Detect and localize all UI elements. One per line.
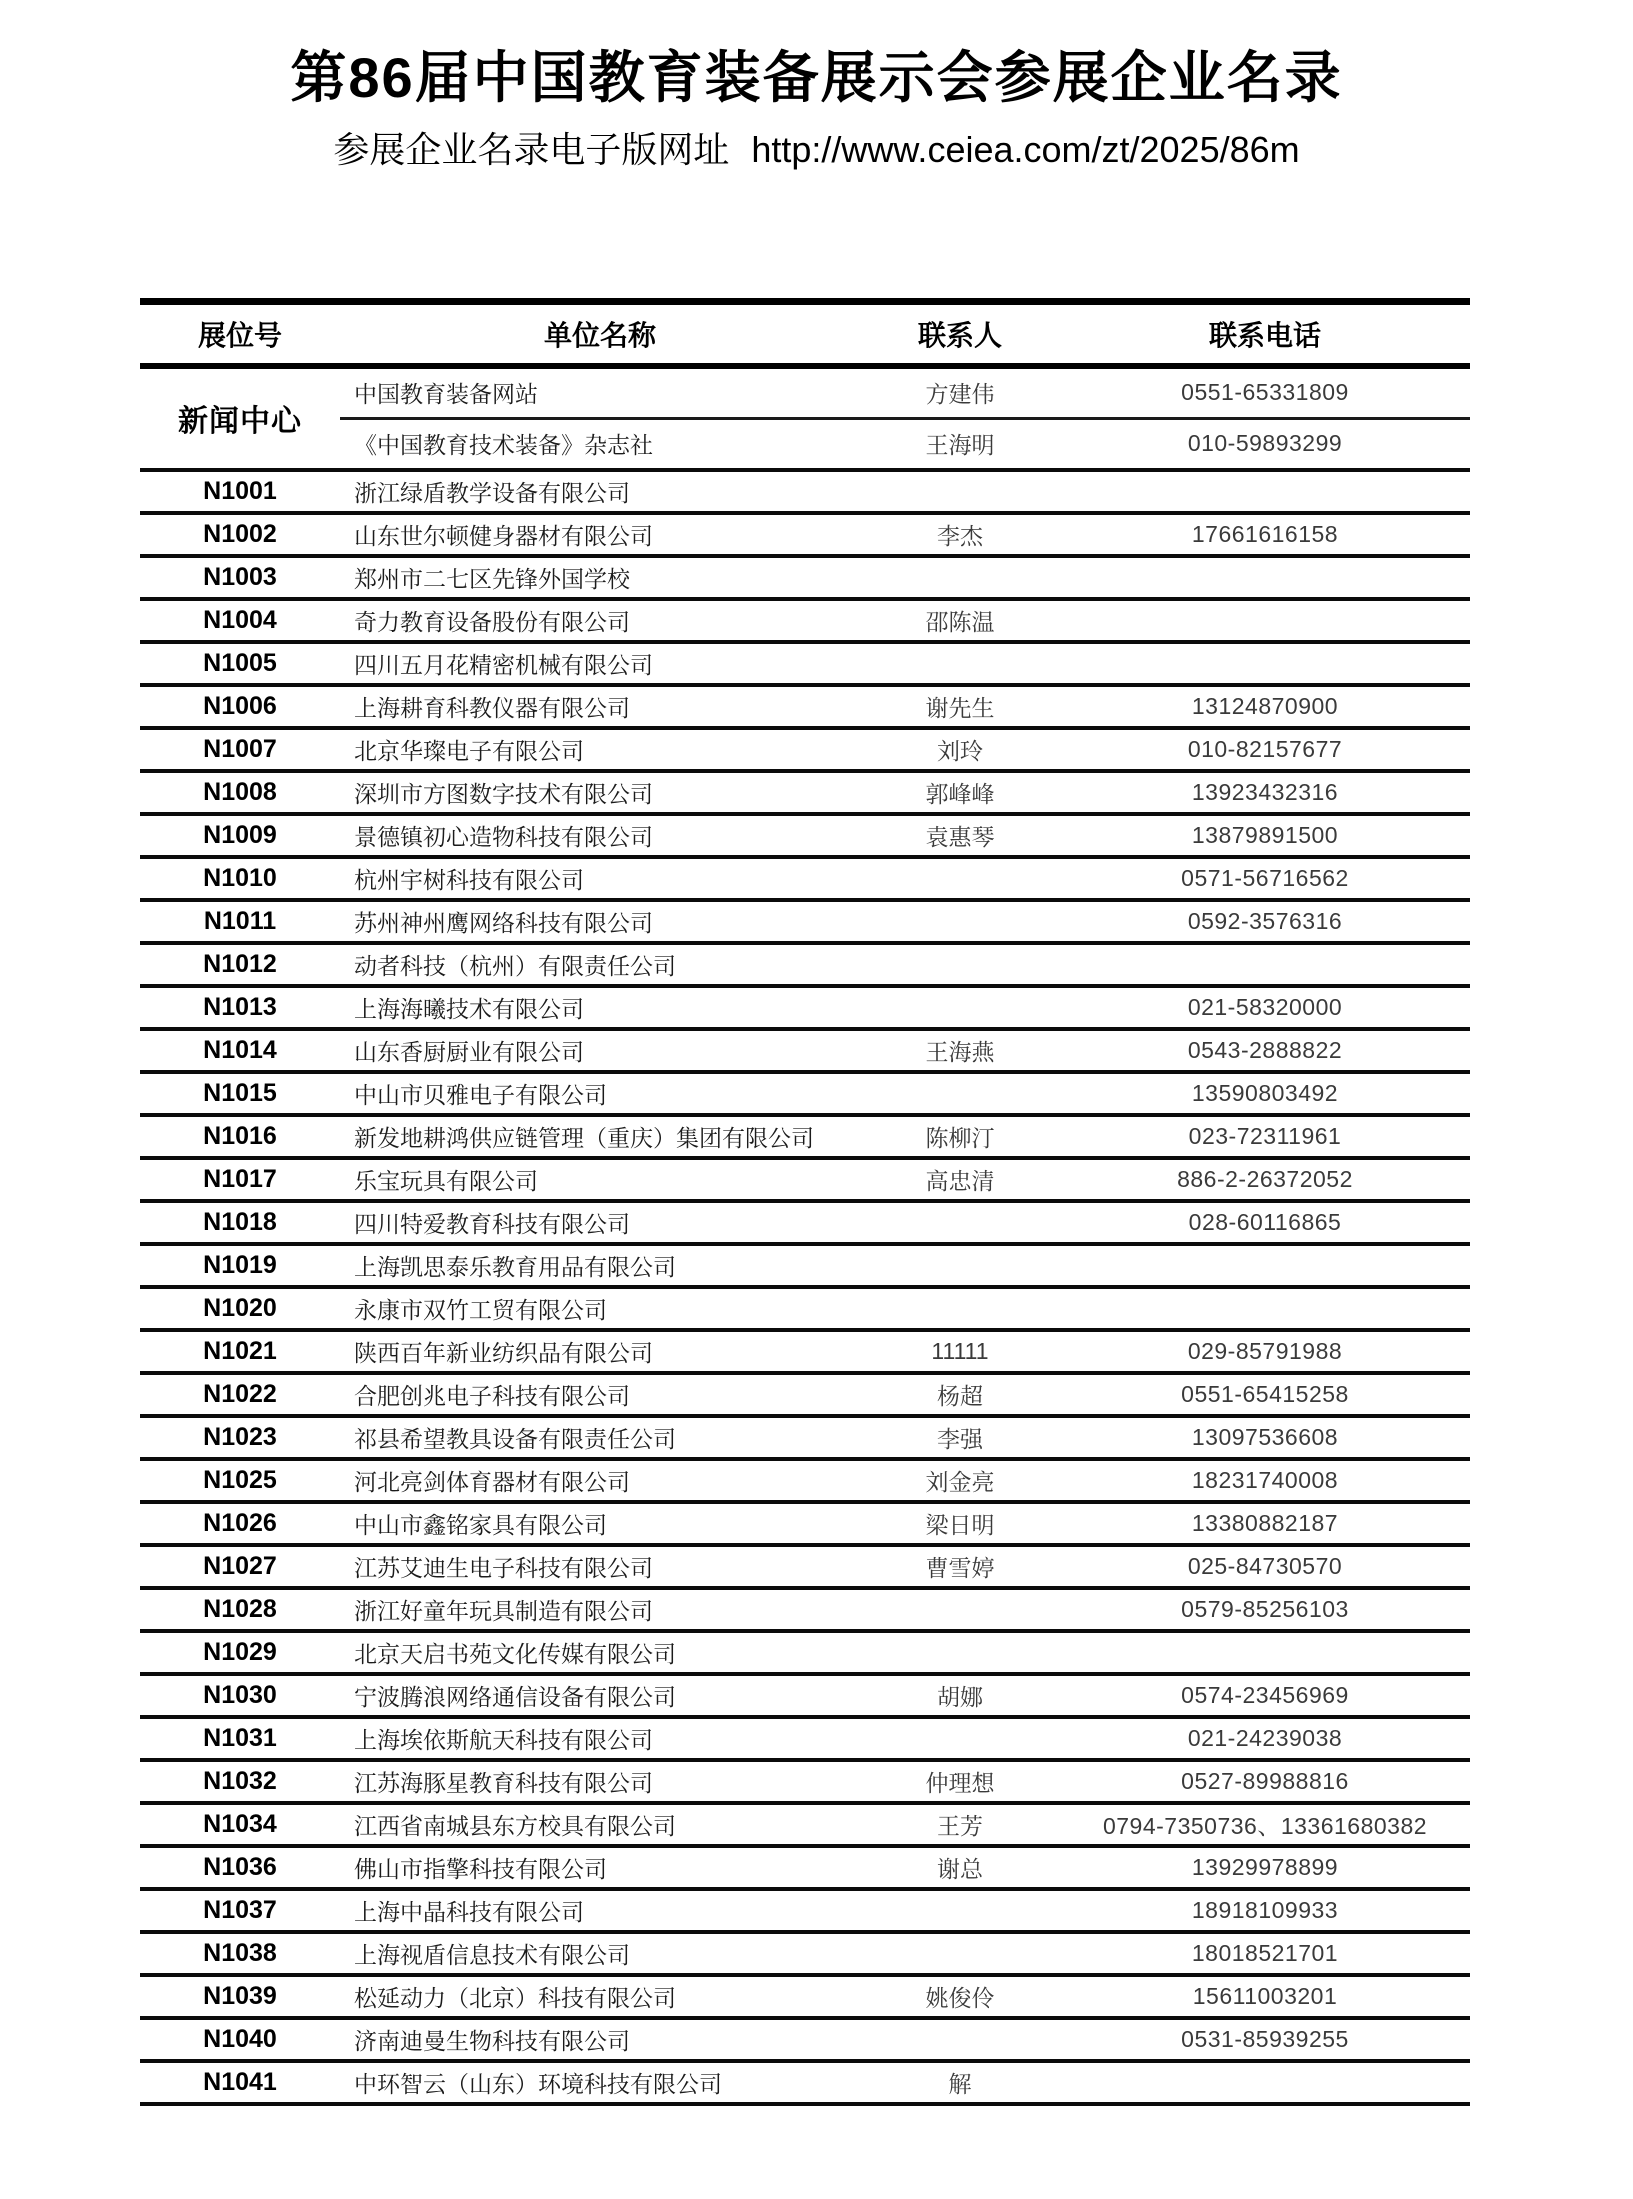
booth-cell: N1019 [140, 1244, 340, 1287]
phone-cell [1060, 943, 1470, 986]
table-row [140, 1846, 1470, 1889]
booth-cell: N1038 [140, 1932, 340, 1975]
phone-cell: 18918109933 [1060, 1889, 1470, 1932]
contact-cell: 梁日明 [860, 1502, 1060, 1545]
table-body [140, 366, 1470, 2104]
booth-cell: N1027 [140, 1545, 340, 1588]
contact-cell: 王海明 [860, 418, 1060, 470]
booth-cell: N1007 [140, 728, 340, 771]
phone-cell: 13923432316 [1060, 771, 1470, 814]
phone-cell [1060, 1244, 1470, 1287]
company-cell: 中国教育装备网站 [340, 366, 860, 419]
phone-cell: 0551-65415258 [1060, 1373, 1470, 1416]
contact-cell [860, 857, 1060, 900]
company-cell: 永康市双竹工贸有限公司 [340, 1287, 860, 1330]
phone-cell [1060, 2061, 1470, 2104]
booth-cell: N1012 [140, 943, 340, 986]
booth-cell: N1025 [140, 1459, 340, 1502]
contact-cell [860, 1201, 1060, 1244]
contact-cell [860, 2018, 1060, 2061]
table-row [140, 1072, 1470, 1115]
table-row [140, 900, 1470, 943]
table-row [140, 1158, 1470, 1201]
contact-cell: 谢总 [860, 1846, 1060, 1889]
booth-cell: N1023 [140, 1416, 340, 1459]
company-cell: 济南迪曼生物科技有限公司 [340, 2018, 860, 2061]
phone-cell: 0527-89988816 [1060, 1760, 1470, 1803]
booth-cell: N1037 [140, 1889, 340, 1932]
booth-cell: N1002 [140, 513, 340, 556]
booth-cell: N1011 [140, 900, 340, 943]
phone-cell: 18231740008 [1060, 1459, 1470, 1502]
company-cell: 祁县希望教具设备有限责任公司 [340, 1416, 860, 1459]
table-row [140, 642, 1470, 685]
phone-cell: 0571-56716562 [1060, 857, 1470, 900]
phone-cell: 13929978899 [1060, 1846, 1470, 1889]
contact-cell: 11111 [860, 1330, 1060, 1373]
phone-cell [1060, 1287, 1470, 1330]
company-cell: 合肥创兆电子科技有限公司 [340, 1373, 860, 1416]
table-row [140, 1588, 1470, 1631]
phone-cell: 0592-3576316 [1060, 900, 1470, 943]
company-cell: 四川特爱教育科技有限公司 [340, 1201, 860, 1244]
contact-cell: 谢先生 [860, 685, 1060, 728]
table-row [140, 1975, 1470, 2018]
booth-cell: N1016 [140, 1115, 340, 1158]
booth-cell: N1003 [140, 556, 340, 599]
contact-cell: 胡娜 [860, 1674, 1060, 1717]
table-row [140, 470, 1470, 513]
contact-cell: 李杰 [860, 513, 1060, 556]
phone-cell [1060, 1631, 1470, 1674]
contact-cell: 王芳 [860, 1803, 1060, 1846]
contact-cell [860, 470, 1060, 513]
table-row [140, 814, 1470, 857]
company-cell: 动者科技（杭州）有限责任公司 [340, 943, 860, 986]
table-row [140, 1373, 1470, 1416]
table-row [140, 1760, 1470, 1803]
table-row [140, 685, 1470, 728]
company-cell: 上海凯思泰乐教育用品有限公司 [340, 1244, 860, 1287]
phone-cell: 021-58320000 [1060, 986, 1470, 1029]
phone-cell: 13097536608 [1060, 1416, 1470, 1459]
contact-cell [860, 1588, 1060, 1631]
contact-cell [860, 642, 1060, 685]
company-cell: 山东香厨厨业有限公司 [340, 1029, 860, 1072]
contact-cell: 王海燕 [860, 1029, 1060, 1072]
company-cell: 上海中晶科技有限公司 [340, 1889, 860, 1932]
table-row [140, 556, 1470, 599]
phone-cell: 0551-65331809 [1060, 366, 1470, 419]
contact-cell [860, 1287, 1060, 1330]
booth-cell: N1009 [140, 814, 340, 857]
company-cell: 郑州市二七区先锋外国学校 [340, 556, 860, 599]
contact-cell: 李强 [860, 1416, 1060, 1459]
header-phone: 联系电话 [1060, 301, 1470, 366]
contact-cell: 郭峰峰 [860, 771, 1060, 814]
booth-cell: N1026 [140, 1502, 340, 1545]
table-row [140, 2018, 1470, 2061]
contact-cell: 邵陈温 [860, 599, 1060, 642]
company-cell: 四川五月花精密机械有限公司 [340, 642, 860, 685]
company-cell: 佛山市指擎科技有限公司 [340, 1846, 860, 1889]
contact-cell [860, 900, 1060, 943]
booth-cell: N1034 [140, 1803, 340, 1846]
booth-cell: N1006 [140, 685, 340, 728]
contact-cell [860, 1932, 1060, 1975]
company-cell: 中环智云（山东）环境科技有限公司 [340, 2061, 860, 2104]
subtitle [0, 128, 1633, 171]
table-row [140, 2061, 1470, 2104]
phone-cell: 0543-2888822 [1060, 1029, 1470, 1072]
company-cell: 景德镇初心造物科技有限公司 [340, 814, 860, 857]
booth-cell: N1001 [140, 470, 340, 513]
header-company: 单位名称 [340, 301, 860, 366]
contact-cell [860, 1717, 1060, 1760]
subtitle-label: 参展企业名录电子版网址 [333, 129, 730, 171]
company-cell: 江西省南城县东方校具有限公司 [340, 1803, 860, 1846]
company-cell: 江苏艾迪生电子科技有限公司 [340, 1545, 860, 1588]
contact-cell: 袁惠琴 [860, 814, 1060, 857]
contact-cell: 高忠清 [860, 1158, 1060, 1201]
contact-cell [860, 1889, 1060, 1932]
booth-cell: N1018 [140, 1201, 340, 1244]
company-cell: 北京华璨电子有限公司 [340, 728, 860, 771]
contact-cell: 刘玲 [860, 728, 1060, 771]
phone-cell: 010-82157677 [1060, 728, 1470, 771]
booth-cell: N1029 [140, 1631, 340, 1674]
contact-cell: 解 [860, 2061, 1060, 2104]
contact-cell: 仲理想 [860, 1760, 1060, 1803]
table-row [140, 366, 1470, 419]
company-cell: 杭州宇树科技有限公司 [340, 857, 860, 900]
contact-cell: 曹雪婷 [860, 1545, 1060, 1588]
company-cell: 上海视盾信息技术有限公司 [340, 1932, 860, 1975]
booth-cell: N1041 [140, 2061, 340, 2104]
booth-cell: N1032 [140, 1760, 340, 1803]
company-cell: 松延动力（北京）科技有限公司 [340, 1975, 860, 2018]
phone-cell: 025-84730570 [1060, 1545, 1470, 1588]
phone-cell: 13380882187 [1060, 1502, 1470, 1545]
header-contact: 联系人 [860, 301, 1060, 366]
phone-cell: 13590803492 [1060, 1072, 1470, 1115]
table-row [140, 513, 1470, 556]
company-cell: 上海埃依斯航天科技有限公司 [340, 1717, 860, 1760]
table-row [140, 1631, 1470, 1674]
exhibitor-table [140, 298, 1470, 2106]
booth-cell: N1005 [140, 642, 340, 685]
table-row [140, 1330, 1470, 1373]
subtitle-url: http://www.ceiea.com/zt/2025/86m [751, 129, 1300, 171]
table-row [140, 1416, 1470, 1459]
company-cell: 上海耕育科教仪器有限公司 [340, 685, 860, 728]
company-cell: 《中国教育技术装备》杂志社 [340, 418, 860, 470]
booth-cell: 新闻中心 [140, 366, 340, 470]
phone-cell: 029-85791988 [1060, 1330, 1470, 1373]
booth-cell: N1014 [140, 1029, 340, 1072]
phone-cell: 028-60116865 [1060, 1201, 1470, 1244]
table-row [140, 1459, 1470, 1502]
company-cell: 河北亮剑体育器材有限公司 [340, 1459, 860, 1502]
booth-cell: N1008 [140, 771, 340, 814]
company-cell: 中山市鑫铭家具有限公司 [340, 1502, 860, 1545]
booth-cell: N1040 [140, 2018, 340, 2061]
booth-cell: N1039 [140, 1975, 340, 2018]
phone-cell: 17661616158 [1060, 513, 1470, 556]
contact-cell: 杨超 [860, 1373, 1060, 1416]
header-booth: 展位号 [140, 301, 340, 366]
table-row [140, 943, 1470, 986]
phone-cell: 13879891500 [1060, 814, 1470, 857]
page-title: 第86届中国教育装备展示会参展企业名录 [290, 46, 1343, 109]
table-row [140, 857, 1470, 900]
booth-cell: N1030 [140, 1674, 340, 1717]
contact-cell [860, 556, 1060, 599]
booth-cell: N1010 [140, 857, 340, 900]
company-cell: 浙江好童年玩具制造有限公司 [340, 1588, 860, 1631]
phone-cell: 15611003201 [1060, 1975, 1470, 2018]
booth-cell: N1020 [140, 1287, 340, 1330]
table-row [140, 1244, 1470, 1287]
company-cell: 新发地耕鸿供应链管理（重庆）集团有限公司 [340, 1115, 860, 1158]
phone-cell: 18018521701 [1060, 1932, 1470, 1975]
table-row [140, 1674, 1470, 1717]
table-row [140, 1932, 1470, 1975]
contact-cell [860, 1631, 1060, 1674]
company-cell: 山东世尔顿健身器材有限公司 [340, 513, 860, 556]
table-row [140, 1115, 1470, 1158]
booth-cell: N1036 [140, 1846, 340, 1889]
table-row [140, 599, 1470, 642]
company-cell: 苏州神州鹰网络科技有限公司 [340, 900, 860, 943]
phone-cell [1060, 642, 1470, 685]
company-cell: 中山市贝雅电子有限公司 [340, 1072, 860, 1115]
booth-cell: N1015 [140, 1072, 340, 1115]
table-row [140, 1889, 1470, 1932]
phone-cell [1060, 599, 1470, 642]
booth-cell: N1013 [140, 986, 340, 1029]
table-row [140, 986, 1470, 1029]
contact-cell [860, 1072, 1060, 1115]
contact-cell: 方建伟 [860, 366, 1060, 419]
table-row [140, 728, 1470, 771]
company-cell: 北京天启书苑文化传媒有限公司 [340, 1631, 860, 1674]
table-row [140, 1029, 1470, 1072]
contact-cell [860, 1244, 1060, 1287]
phone-cell [1060, 556, 1470, 599]
booth-cell: N1028 [140, 1588, 340, 1631]
company-cell: 宁波腾浪网络通信设备有限公司 [340, 1674, 860, 1717]
company-cell: 浙江绿盾教学设备有限公司 [340, 470, 860, 513]
phone-cell: 0794-7350736、13361680382 [1060, 1803, 1470, 1846]
company-cell: 奇力教育设备股份有限公司 [340, 599, 860, 642]
company-cell: 乐宝玩具有限公司 [340, 1158, 860, 1201]
booth-cell: N1021 [140, 1330, 340, 1373]
table-row [140, 1201, 1470, 1244]
table-row [140, 1502, 1470, 1545]
contact-cell: 刘金亮 [860, 1459, 1060, 1502]
phone-cell [1060, 470, 1470, 513]
phone-cell: 021-24239038 [1060, 1717, 1470, 1760]
table-row [140, 771, 1470, 814]
table-row [140, 1545, 1470, 1588]
company-cell: 深圳市方图数字技术有限公司 [340, 771, 860, 814]
contact-cell: 姚俊伶 [860, 1975, 1060, 2018]
phone-cell: 886-2-26372052 [1060, 1158, 1470, 1201]
company-cell: 上海海曦技术有限公司 [340, 986, 860, 1029]
contact-cell: 陈柳汀 [860, 1115, 1060, 1158]
phone-cell: 0531-85939255 [1060, 2018, 1470, 2061]
phone-cell: 010-59893299 [1060, 418, 1470, 470]
contact-cell [860, 943, 1060, 986]
table-row [140, 1803, 1470, 1846]
table-row [140, 1717, 1470, 1760]
booth-cell: N1022 [140, 1373, 340, 1416]
booth-cell: N1017 [140, 1158, 340, 1201]
phone-cell: 023-72311961 [1060, 1115, 1470, 1158]
booth-cell: N1031 [140, 1717, 340, 1760]
table-row [140, 418, 1470, 470]
booth-cell: N1004 [140, 599, 340, 642]
company-cell: 陕西百年新业纺织品有限公司 [340, 1330, 860, 1373]
table-header-row [140, 301, 1470, 366]
phone-cell: 0579-85256103 [1060, 1588, 1470, 1631]
phone-cell: 13124870900 [1060, 685, 1470, 728]
company-cell: 江苏海豚星教育科技有限公司 [340, 1760, 860, 1803]
phone-cell: 0574-23456969 [1060, 1674, 1470, 1717]
contact-cell [860, 986, 1060, 1029]
table-row [140, 1287, 1470, 1330]
